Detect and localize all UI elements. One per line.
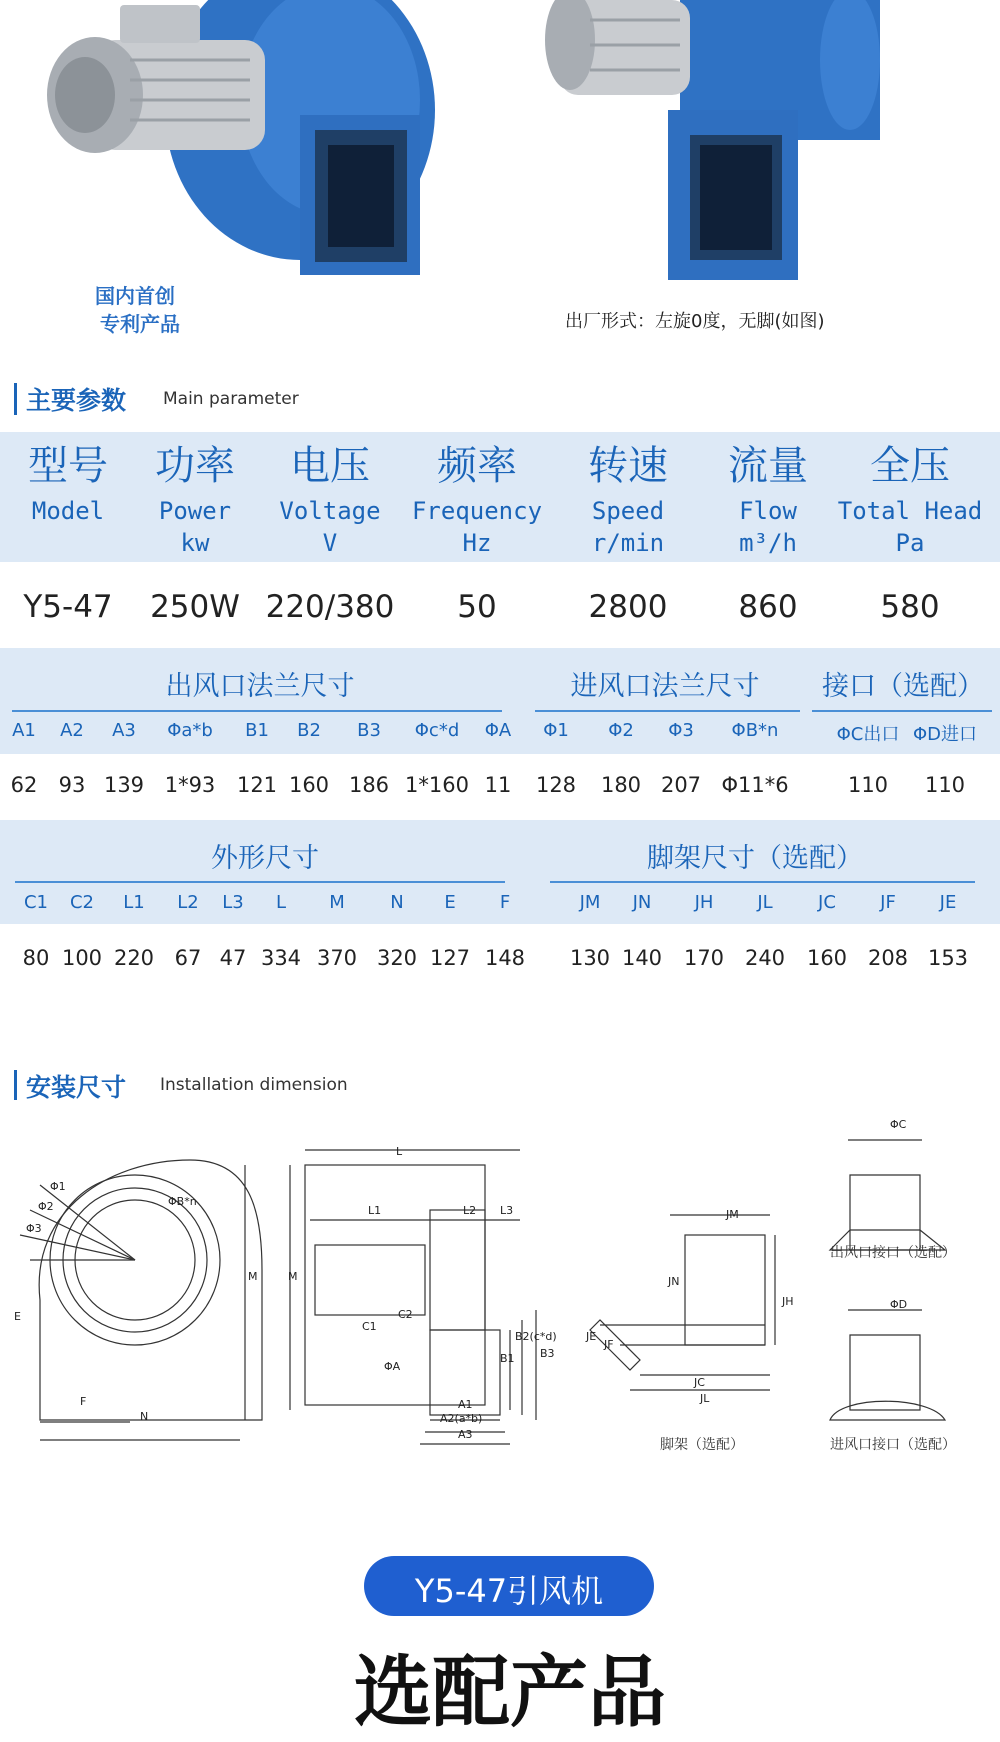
dims-value: 208 <box>867 946 909 970</box>
param-value: 580 <box>880 589 940 625</box>
dimension-tag: ΦC <box>890 1118 907 1131</box>
param-header-cn: 电压 <box>290 443 370 489</box>
dimension-tag: ΦD <box>890 1298 908 1311</box>
dimension-tag: JF <box>604 1338 614 1351</box>
param-header-cn: 转速 <box>588 443 668 489</box>
dimension-tag: E <box>14 1310 21 1323</box>
dimension-tag: ΦB*n <box>168 1195 197 1208</box>
dims-value: 240 <box>744 946 786 970</box>
outlet-interface-caption: 出风口接口（选配） <box>830 1245 956 1261</box>
dims-value: 370 <box>316 946 358 970</box>
flange-value: 1*93 <box>164 773 216 797</box>
dimension-tag: JL <box>700 1392 710 1405</box>
dimension-tag: JM <box>726 1208 739 1221</box>
dims-label: JF <box>880 892 896 913</box>
param-value: 250W <box>150 589 240 625</box>
install-title: 安装尺寸 <box>26 1073 127 1102</box>
param-header-en: Model <box>31 497 105 525</box>
flange-value: Φ11*6 <box>721 773 789 797</box>
flange-label: Φ2 <box>608 720 634 741</box>
param-header-en: Power <box>158 497 232 525</box>
dims-label: M <box>329 892 345 913</box>
dims-value: 140 <box>621 946 663 970</box>
dimension-tag: Φ1 <box>50 1180 66 1193</box>
dims-value: 334 <box>260 946 302 970</box>
divider <box>550 881 975 883</box>
dims-label: JC <box>818 892 836 913</box>
outline-dims-title: 外形尺寸 <box>211 843 319 874</box>
param-header-en: Flow <box>739 497 797 525</box>
model-pill-label: Y5-47引风机 <box>414 1572 604 1610</box>
param-header-cn: 全压 <box>870 443 950 489</box>
dims-label: L2 <box>177 892 199 913</box>
flange-label: A3 <box>112 720 136 741</box>
dims-label: JM <box>579 892 601 913</box>
param-header-cn: 功率 <box>155 443 235 489</box>
dimension-tag: L2 <box>463 1204 477 1217</box>
flange-label: A2 <box>60 720 84 741</box>
dimension-tag: A2(a*b) <box>440 1412 483 1425</box>
flange-label: A1 <box>12 720 36 741</box>
dims-label: L3 <box>222 892 244 913</box>
dimension-tag: L1 <box>368 1204 382 1217</box>
installation-drawing <box>0 1120 1000 1460</box>
dims-label: F <box>499 892 511 913</box>
main-param-title: 主要参数 <box>26 386 127 415</box>
divider <box>12 710 502 712</box>
dims-label: N <box>390 892 404 913</box>
param-header-cn: 型号 <box>28 443 108 489</box>
param-header-unit: V <box>322 529 338 557</box>
badge-line2: 专利产品 <box>100 312 180 336</box>
dimension-tag: A1 <box>458 1398 473 1411</box>
dimension-tag: B1 <box>500 1352 515 1365</box>
dims-label: JL <box>757 892 773 913</box>
param-value: 860 <box>738 589 798 625</box>
dimension-tag: JC <box>694 1376 705 1389</box>
flange-value: 121 <box>236 773 278 797</box>
flange-value: 139 <box>103 773 145 797</box>
param-value: Y5-47 <box>23 589 113 625</box>
dims-label: C2 <box>69 892 95 913</box>
param-value: 50 <box>457 589 497 625</box>
flange-value: 62 <box>10 773 38 797</box>
fan-left-image <box>47 0 435 275</box>
dims-label: E <box>444 892 456 913</box>
flange-label: B3 <box>357 720 381 741</box>
interface-title: 接口（选配） <box>822 671 984 702</box>
install-subtitle: Installation dimension <box>160 1075 348 1095</box>
flange-label: B2 <box>297 720 321 741</box>
param-header-unit: kw <box>180 529 210 557</box>
dims-value: 130 <box>569 946 611 970</box>
inlet-interface-caption: 进风口接口（选配） <box>830 1437 956 1453</box>
dims-value: 127 <box>429 946 471 970</box>
stand-dims-title: 脚架尺寸（选配） <box>647 843 863 874</box>
dimension-tag: JH <box>782 1295 794 1308</box>
dims-label: JE <box>939 892 957 913</box>
dims-label: JN <box>632 892 652 913</box>
dimension-tag: C2 <box>398 1308 413 1321</box>
flange-label: ΦB*n <box>731 720 779 741</box>
main-param-subtitle: Main parameter <box>163 389 299 409</box>
dims-value: 153 <box>927 946 969 970</box>
section-bar <box>14 383 17 415</box>
divider <box>812 710 992 712</box>
flange-label: B1 <box>245 720 269 741</box>
flange-value: 128 <box>535 773 577 797</box>
inlet-flange-title: 进风口法兰尺寸 <box>570 671 760 702</box>
param-header-cn: 频率 <box>437 443 517 489</box>
dimension-tag: N <box>140 1410 149 1423</box>
param-header-en: Voltage <box>279 497 381 525</box>
divider <box>535 710 800 712</box>
dims-label: C1 <box>23 892 49 913</box>
dims-label: L1 <box>123 892 145 913</box>
dimension-tag: JN <box>668 1275 680 1288</box>
flange-label: Φa*b <box>167 720 213 741</box>
flange-value: 11 <box>484 773 512 797</box>
param-header-unit: m³/h <box>739 529 797 557</box>
dimension-tag: B3 <box>540 1347 555 1360</box>
param-header-en: Frequency <box>411 497 543 525</box>
param-header-cn: 流量 <box>728 443 808 489</box>
section-bar <box>14 1070 17 1100</box>
divider <box>15 881 505 883</box>
flange-value: 180 <box>600 773 642 797</box>
flange-value: 110 <box>847 773 889 797</box>
param-header-en: Speed <box>591 497 665 525</box>
flange-label: ΦC出口 <box>836 724 900 745</box>
dims-value: 47 <box>219 946 247 970</box>
flange-value: 110 <box>924 773 966 797</box>
dims-value: 100 <box>61 946 103 970</box>
dims-value: 160 <box>806 946 848 970</box>
dimension-tag: Φ2 <box>38 1200 54 1213</box>
outlet-flange-title: 出风口法兰尺寸 <box>165 671 355 702</box>
param-header-en: Total Head <box>837 497 983 525</box>
flange-value: 207 <box>660 773 702 797</box>
dimension-tag: L <box>396 1145 403 1158</box>
flange-label: Φ3 <box>668 720 694 741</box>
flange-label: Φ1 <box>543 720 569 741</box>
flange-value: 1*160 <box>405 773 469 797</box>
param-header-unit: Pa <box>895 529 925 557</box>
dimension-tag: B2(c*d) <box>515 1330 557 1343</box>
param-value: 220/380 <box>265 589 395 625</box>
dims-value: 148 <box>484 946 526 970</box>
dimension-tag: A3 <box>458 1428 473 1441</box>
flange-value: 93 <box>58 773 86 797</box>
dims-value: 170 <box>683 946 725 970</box>
factory-form-caption: 出厂形式：左旋0度，无脚(如图) <box>565 311 825 332</box>
flange-value: 160 <box>288 773 330 797</box>
dimension-tag: M <box>288 1270 298 1283</box>
param-value: 2800 <box>588 589 668 625</box>
dimension-tag: C1 <box>362 1320 377 1333</box>
dims-label: L <box>275 892 287 913</box>
dims-value: 67 <box>174 946 202 970</box>
stand-caption: 脚架（选配） <box>660 1437 744 1453</box>
dimension-tag: M <box>248 1270 258 1283</box>
flange-value: 186 <box>348 773 390 797</box>
badge-line1: 国内首创 <box>95 284 175 308</box>
fan-right-image <box>545 0 880 280</box>
dims-label: JH <box>694 892 714 913</box>
flange-label: ΦD进口 <box>912 724 978 745</box>
param-header-unit: Hz <box>462 529 492 557</box>
dimension-tag: L3 <box>500 1204 514 1217</box>
dimension-tag: Φ3 <box>26 1222 42 1235</box>
dims-value: 80 <box>22 946 50 970</box>
flange-label: Φc*d <box>414 720 460 741</box>
param-header-unit: r/min <box>591 529 665 557</box>
dims-value: 320 <box>376 946 418 970</box>
dimension-tag: ΦA <box>384 1360 401 1373</box>
flange-label: ΦA <box>484 720 512 741</box>
optional-products-heading: 选配产品 <box>353 1648 666 1738</box>
dimension-tag: JE <box>586 1330 597 1343</box>
dims-value: 220 <box>113 946 155 970</box>
dimension-tag: F <box>80 1395 87 1408</box>
